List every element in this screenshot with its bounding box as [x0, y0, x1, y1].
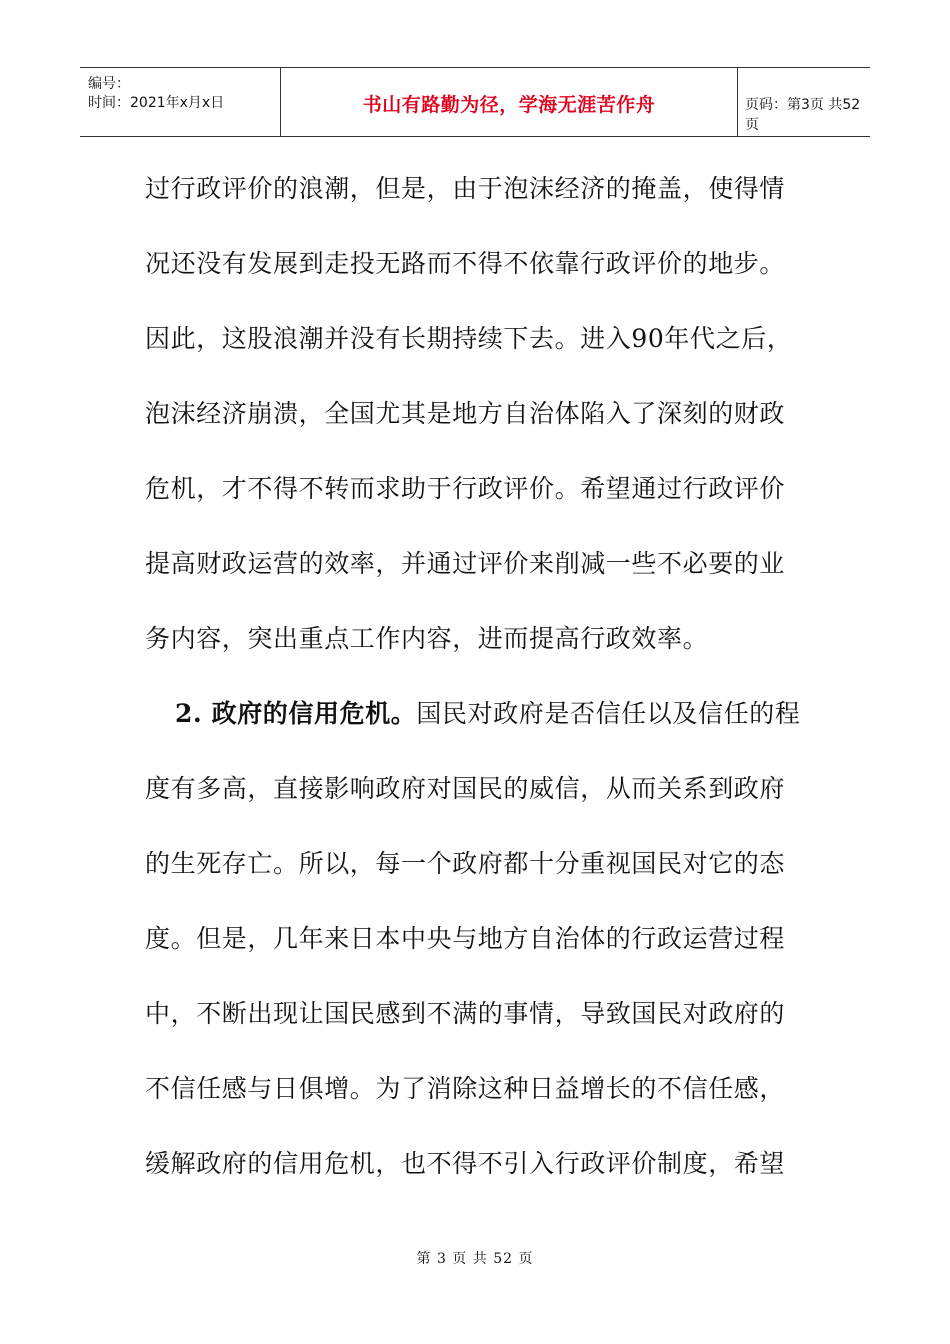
section-heading-continuation: 国民对政府是否信任以及信任的程 [416, 699, 801, 728]
section-heading: 2. 政府的信用危机。 [175, 699, 417, 728]
body-line-5: 危机，才不得不转而求助于行政评价。希望通过行政评价 [145, 474, 786, 503]
header-left-cell [80, 68, 280, 136]
header-right-cell [737, 68, 870, 136]
body-line-14: 缓解政府的信用危机，也不得不引入行政评价制度，希望 [145, 1149, 786, 1178]
body-line-3: 因此，这股浪潮并没有长期持续下去。进入90年代之后， [145, 324, 793, 353]
body-line-1: 过行政评价的浪潮，但是，由于泡沫经济的掩盖，使得情 [145, 174, 786, 203]
section-heading-line [175, 701, 800, 731]
body-line-12: 中，不断出现让国民感到不满的事情，导致国民对政府的 [145, 999, 786, 1028]
body-line-4: 泡沫经济崩溃，全国尤其是地方自治体陷入了深刻的财政 [145, 399, 786, 428]
body-line-7: 务内容，突出重点工作内容，进而提高行政效率。 [145, 624, 709, 653]
document-number-label: 编号： [88, 76, 130, 92]
header-page-label: 页码：第3页 共52页 [745, 97, 861, 133]
document-date-label: 时间：2021年x月x日 [88, 95, 225, 111]
body-line-10: 的生死存亡。所以，每一个政府都十分重视国民对它的态 [145, 849, 786, 878]
header-motto: 书山有路勤为径，学海无涯苦作舟 [362, 94, 656, 116]
body-line-11: 度。但是，几年来日本中央与地方自治体的行政运营过程 [145, 924, 786, 953]
body-line-6: 提高财政运营的效率，并通过评价来削减一些不必要的业 [145, 549, 786, 578]
body-line-2: 况还没有发展到走投无路而不得不依靠行政评价的地步。 [145, 249, 786, 278]
body-line-13: 不信任感与日俱增。为了消除这种日益增长的不信任感， [145, 1074, 786, 1103]
body-line-9: 度有多高，直接影响政府对国民的威信，从而关系到政府 [145, 774, 786, 803]
header-motto-cell [280, 68, 738, 136]
page-header [80, 67, 870, 137]
page-footer: 第 3 页 共 52 页 [416, 1251, 534, 1267]
